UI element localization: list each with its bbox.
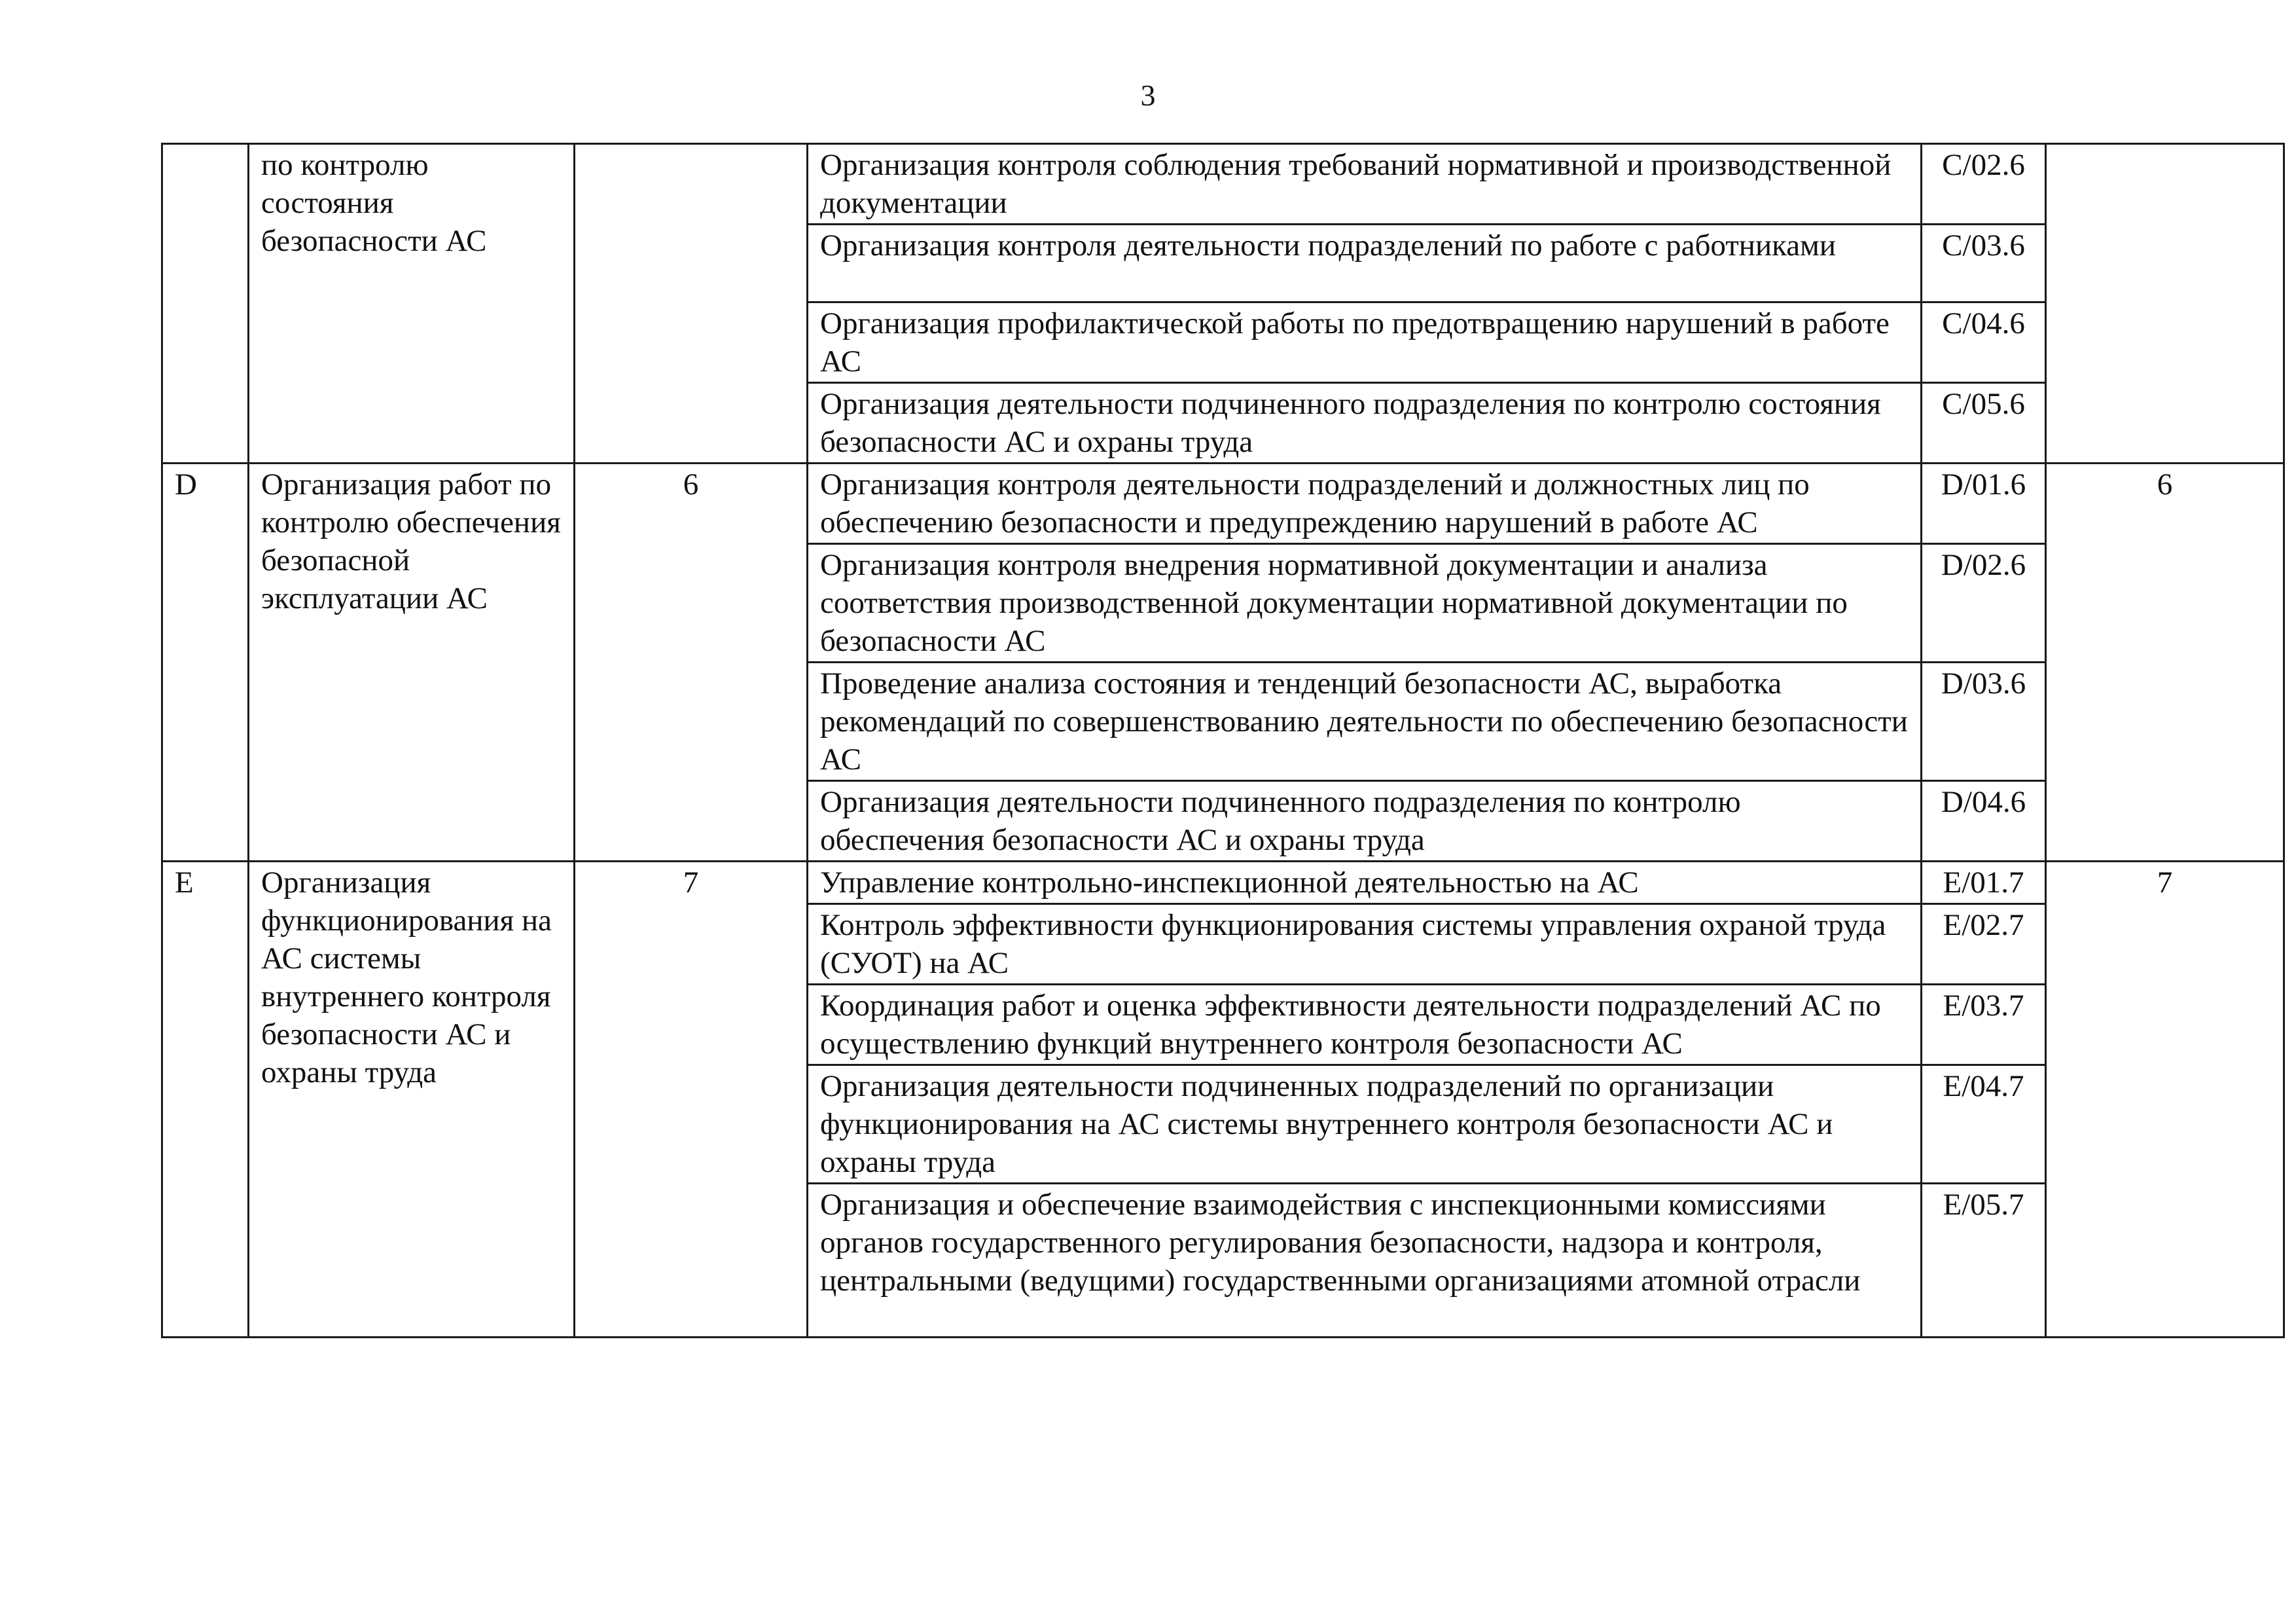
function-code: E/01.7 <box>1922 862 2046 904</box>
function-name: Организация контроля внедрения нормативной документации и анализа соответствия производственной документации нормативной документации по безопасности АС <box>808 544 1922 663</box>
function-code: D/03.6 <box>1922 663 2046 781</box>
function-code: D/02.6 <box>1922 544 2046 663</box>
table-row <box>162 464 2284 544</box>
function-name: Организация деятельности подчиненного подразделения по контролю состояния безопасности АС и охраны труда <box>808 383 1922 464</box>
group-level <box>575 144 808 464</box>
function-code: E/05.7 <box>1922 1184 2046 1338</box>
function-code: D/01.6 <box>1922 464 2046 544</box>
function-code: C/03.6 <box>1922 225 2046 302</box>
function-name: Организация деятельности подчиненных подразделений по организации функционирования на АС системы внутреннего контроля безопасности АС и охраны труда <box>808 1065 1922 1184</box>
function-code: D/04.6 <box>1922 781 2046 862</box>
group-level: 7 <box>575 862 808 1338</box>
group-level: 6 <box>575 464 808 862</box>
group-name: Организация работ по контролю обеспечения безопасной эксплуатации АС <box>249 464 575 862</box>
function-name: Организация и обеспечение взаимодействия с инспекционными комиссиями органов государственного регулирования безопасности, надзора и контроля, центральными (ведущими) государственными организациями атомной отрасли <box>808 1184 1922 1338</box>
function-code: E/03.7 <box>1922 985 2046 1065</box>
function-name: Организация профилактической работы по предотвращению нарушений в работе АС <box>808 302 1922 383</box>
group-name: Организация функционирования на АС системы внутреннего контроля безопасности АС и охраны труда <box>249 862 575 1338</box>
function-name: Организация контроля деятельности подразделений и должностных лиц по обеспечению безопасности и предупреждению нарушений в работе АС <box>808 464 1922 544</box>
function-name: Управление контрольно-инспекционной деятельностью на АС <box>808 862 1922 904</box>
function-code: C/05.6 <box>1922 383 2046 464</box>
group-code <box>162 144 249 464</box>
table-row <box>162 862 2284 904</box>
function-name: Организация деятельности подчиненного подразделения по контролю обеспечения безопасности АС и охраны труда <box>808 781 1922 862</box>
function-name: Организация контроля деятельности подразделений по работе с работниками <box>808 225 1922 302</box>
group-name: по контролю состояния безопасности АС <box>249 144 575 464</box>
function-code: E/02.7 <box>1922 904 2046 985</box>
function-name: Проведение анализа состояния и тенденций безопасности АС, выработка рекомендаций по совершенствованию деятельности по обеспечению безопасности АС <box>808 663 1922 781</box>
function-name: Координация работ и оценка эффективности деятельности подразделений АС по осуществлению функций внутреннего контроля безопасности АС <box>808 985 1922 1065</box>
page-number: 3 <box>1140 79 1156 112</box>
function-level: 7 <box>2046 862 2284 1338</box>
function-level: 6 <box>2046 464 2284 862</box>
function-level <box>2046 144 2284 464</box>
function-code: C/02.6 <box>1922 144 2046 225</box>
function-code: C/04.6 <box>1922 302 2046 383</box>
table-row <box>162 144 2284 225</box>
group-code: D <box>162 464 249 862</box>
functions-table <box>161 143 2285 1338</box>
function-code: E/04.7 <box>1922 1065 2046 1184</box>
group-code: E <box>162 862 249 1338</box>
function-name: Организация контроля соблюдения требований нормативной и производственной документации <box>808 144 1922 225</box>
function-name: Контроль эффективности функционирования системы управления охраной труда (СУОТ) на АС <box>808 904 1922 985</box>
